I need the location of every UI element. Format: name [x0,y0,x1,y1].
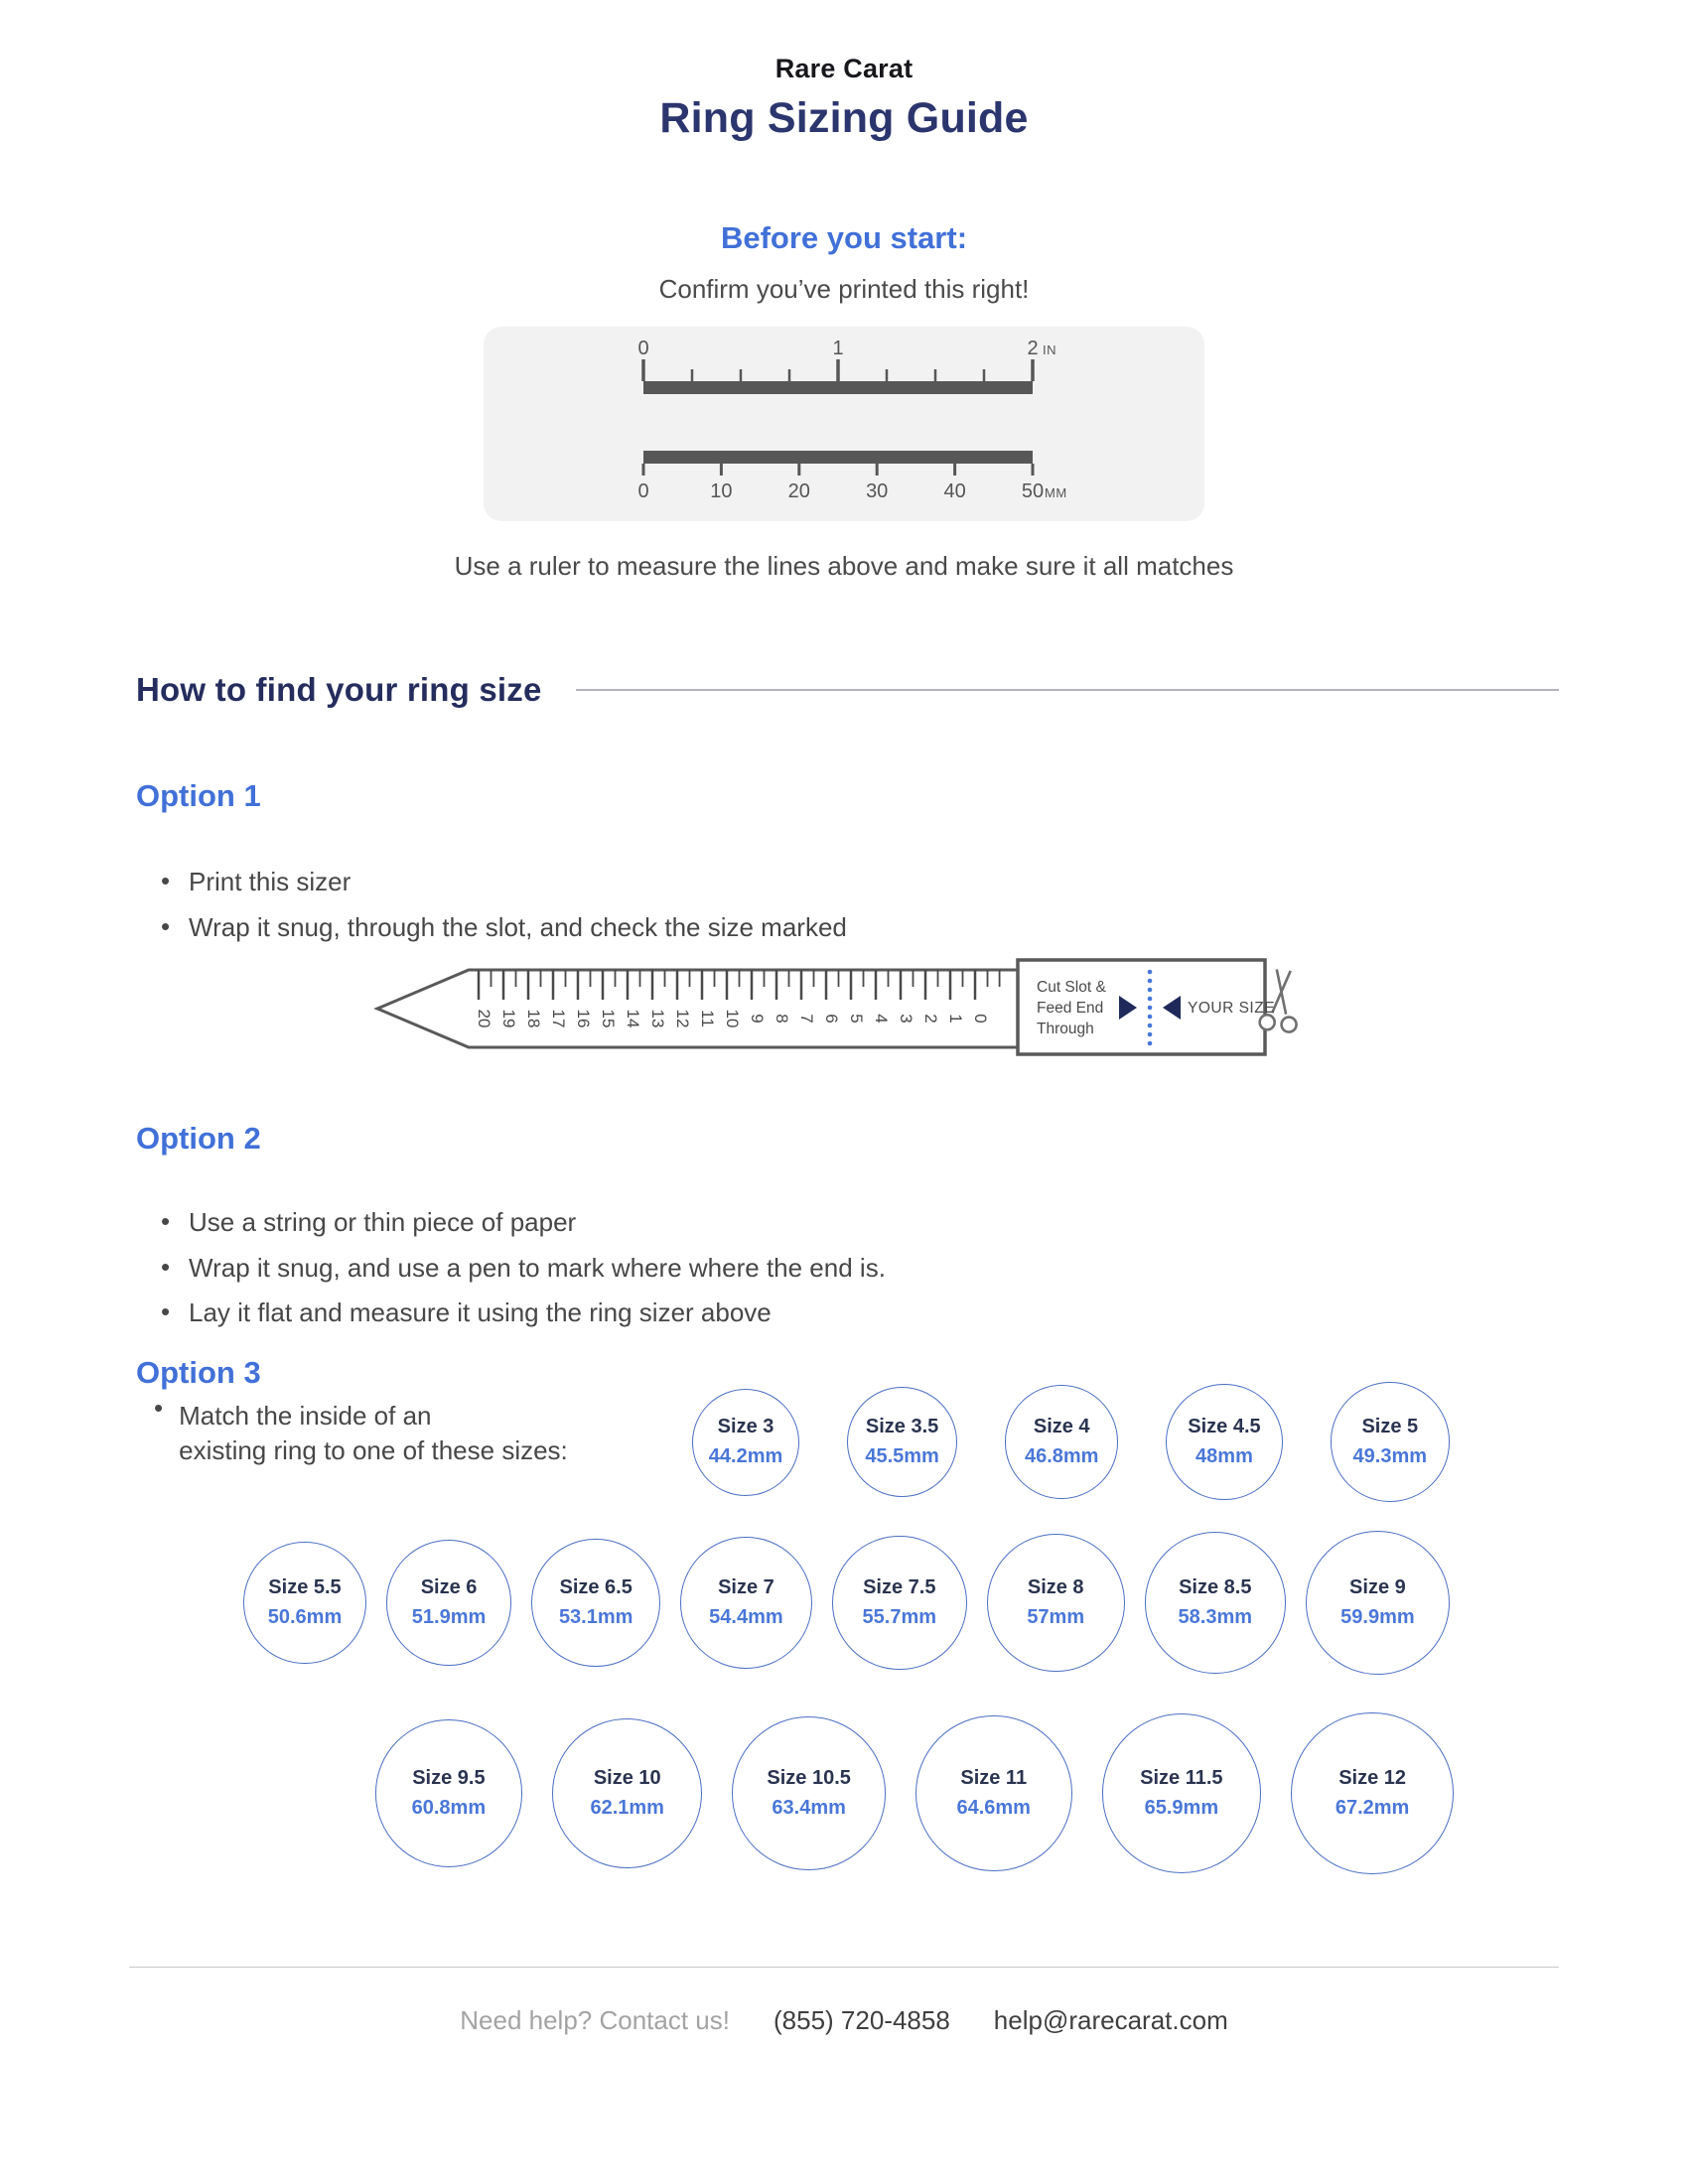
sizer-half-tick [491,970,492,987]
cut-line-dot [1148,1032,1153,1037]
contact-phone[interactable]: (855) 720-4858 [773,2004,950,2035]
sizer-long-tick [701,970,704,1000]
cut-line-dot [1148,1006,1153,1011]
page-footer [0,1967,1688,2036]
calibration-ruler-card [484,327,1204,521]
sizer-long-tick [775,970,778,1000]
sizer-long-tick [800,970,803,1000]
ring-size-label: Size 4 [1033,1416,1090,1437]
sizer-half-tick [739,970,741,987]
ring-size-label: Size 3.5 [865,1416,939,1437]
ring-size-circle [1306,1531,1450,1675]
ring-size-circle [1291,1712,1454,1875]
ring-size-diameter: 67.2mm [1335,1796,1410,1819]
option3-heading: Option 3 [136,1354,261,1390]
bullet-item: • Use a string or thin piece of paper [159,1206,1688,1239]
cut-line-dot [1148,1041,1153,1046]
sizer-long-tick [949,970,952,1000]
sizer-scale-number: 12 [673,1009,692,1028]
sizer-half-tick [565,970,567,987]
sizer-scale-number: 5 [847,1014,866,1024]
ring-size-circle [1331,1382,1450,1501]
sizer-scale-number: 18 [524,1009,543,1028]
ring-size-circle [732,1716,886,1870]
ring-size-circle [386,1540,512,1666]
sizer-half-tick [888,970,890,987]
option3-bullet-line2: existing ring to one of these sizes: [179,1435,568,1466]
bullet-dot: • [154,1392,164,1423]
sizer-half-tick [999,970,1001,987]
sizer-half-tick [962,970,964,987]
mm-tick-label: 30 [866,480,889,502]
inch-minor-tick [934,369,937,381]
sizer-long-tick [552,970,555,1000]
inch-major-tick [836,359,840,381]
ring-size-circle [1145,1532,1286,1673]
ring-size-label: Size 5.5 [268,1576,342,1598]
sizer-half-tick [540,970,542,987]
ring-size-label: Size 12 [1338,1766,1407,1789]
heading-rule [576,689,1559,691]
mm-tick-label: 40 [943,480,966,502]
ring-size-diameter: 46.8mm [1024,1445,1099,1467]
option1-bullet-list [159,866,1688,943]
sizer-scale-number: 2 [921,1014,940,1024]
inch-unit-label: IN [1043,342,1056,357]
sizer-scale-number: 10 [723,1009,742,1028]
bullet-item: • Print this sizer [159,866,1688,898]
ring-size-diameter: 55.7mm [862,1605,937,1628]
ring-size-diameter: 62.1mm [590,1796,664,1819]
ring-size-diameter: 50.6mm [267,1606,343,1628]
sizer-scale-number: 9 [748,1014,767,1024]
mm-tick [797,464,800,476]
ring-size-diameter: 63.4mm [772,1797,846,1819]
sizer-half-tick [764,970,766,987]
cut-line-dot [1148,1015,1153,1020]
ring-size-diameter: 58.3mm [1178,1606,1253,1628]
sizer-long-tick [627,970,630,1000]
ring-size-diameter: 59.9mm [1340,1606,1415,1628]
cut-slot-label-line: Cut Slot & [1037,979,1106,996]
ring-size-diameter: 44.2mm [708,1445,783,1467]
sizer-long-tick [924,970,927,1000]
ring-size-circle [1166,1384,1282,1500]
mm-tick [1032,464,1035,476]
footer-divider [129,1967,1559,1968]
ring-size-row-2 [136,1528,1559,1679]
ring-size-circle [531,1539,660,1668]
mm-tick [642,464,645,476]
sizer-long-tick [875,970,878,1000]
option3-body [136,1379,1559,1877]
help-text: Need help? Contact us! [460,2004,730,2035]
inch-tick-label: 1 [832,338,844,359]
cut-line-dot [1148,979,1153,984]
sizer-scale-number: 1 [946,1014,965,1024]
sizer-scale-number: 19 [499,1009,518,1028]
how-to-heading: How to find your ring size [136,671,542,708]
sizer-scale-number: 20 [475,1009,493,1028]
your-size-label: YOUR SIZE [1188,1000,1276,1017]
sizer-half-tick [937,970,939,987]
sizer-half-tick [863,970,865,987]
ring-size-diameter: 51.9mm [411,1606,487,1628]
mm-tick-label: 10 [710,480,733,502]
ring-size-circle [243,1542,366,1665]
sizer-half-tick [515,970,517,987]
sizer-half-tick [788,970,790,987]
ring-size-diameter: 45.5mm [865,1445,939,1467]
ring-size-circle [847,1387,957,1497]
sizer-scale-number: 6 [822,1014,841,1024]
sizer-long-tick [602,970,605,1000]
ring-sizer-graphic [369,956,1313,1061]
sizer-scale-number: 7 [797,1014,816,1024]
sizer-scale-number: 17 [549,1009,568,1028]
ring-size-label: Size 11 [960,1767,1028,1789]
ring-size-circle [552,1718,702,1868]
cut-line-dot [1148,1024,1153,1028]
option2-section [0,1121,1688,1329]
calibration-ruler-graphic [484,327,1204,521]
ring-size-label: Size 5 [1361,1415,1419,1437]
ring-size-circle [832,1536,967,1671]
ring-size-label: Size 3 [717,1416,774,1437]
ring-size-label: Size 6.5 [559,1576,633,1598]
cut-slot-label-line: Through [1037,1021,1094,1037]
sizer-half-tick [590,970,592,987]
cut-line-dot [1148,997,1153,1002]
sizer-long-tick [502,970,505,1000]
ring-size-circle [915,1715,1072,1872]
ring-size-label: Size 11.5 [1140,1767,1223,1789]
sizer-long-tick [577,970,580,1000]
sizer-scale-number: 14 [624,1009,642,1028]
mm-tick [953,464,956,476]
sizer-half-tick [664,970,666,987]
before-you-start-heading: Before you start: [720,220,968,255]
before-you-start-subheading: Confirm you’ve printed this right! [658,274,1030,304]
mm-tick [876,464,879,476]
inch-minor-tick [691,369,694,381]
sizer-half-tick [615,970,617,987]
sizer-half-tick [639,970,641,987]
inch-major-tick [1031,359,1035,381]
sizer-scale-number: 11 [698,1010,717,1027]
sizer-half-tick [714,970,716,987]
ring-size-label: Size 7 [718,1575,774,1598]
option3-bullet-text [179,1399,568,1470]
option2-bullet-list [159,1206,1688,1329]
ring-size-diameter: 57mm [1027,1606,1085,1628]
bullet-item: • Wrap it snug, through the slot, and check the size marked [159,911,1688,944]
mm-tick-label: 50 [1021,480,1045,502]
inch-minor-tick [788,369,791,381]
ring-size-diameter: 65.9mm [1144,1797,1219,1819]
sizer-long-tick [850,970,853,1000]
sizer-scale-number: 3 [897,1014,915,1024]
cut-slot-label-line: Feed End [1037,1000,1104,1017]
inch-major-tick [641,359,645,381]
bullet-item: • Lay it flat and measure it using the ring sizer above [159,1297,1688,1329]
sizer-long-tick [900,970,903,1000]
ring-size-diameter: 54.4mm [709,1605,783,1628]
sizer-long-tick [726,970,729,1000]
mm-unit-label: MM [1045,485,1067,500]
ring-size-row-3 [136,1710,1559,1877]
before-you-start-section [0,220,1688,582]
ring-size-circle [1102,1713,1262,1873]
contact-email[interactable]: help@rarecarat.com [993,2004,1228,2035]
ring-size-diameter: 60.8mm [411,1796,487,1819]
ring-size-circle [1005,1385,1118,1498]
ring-size-label: Size 8.5 [1179,1576,1252,1598]
sizer-scale-number: 0 [971,1014,990,1024]
option1-section [0,778,1688,1061]
ring-size-circle [680,1537,812,1669]
mm-tick [720,464,723,476]
sizer-long-tick [751,970,754,1000]
sizer-long-tick [527,970,530,1000]
mm-tick-label: 20 [787,480,810,502]
sizer-long-tick [676,970,679,1000]
cut-line-dot [1148,988,1153,993]
ruler-caption: Use a ruler to measure the lines above and make sure it all matches [454,551,1234,581]
sizer-scale-number: 16 [574,1009,593,1028]
sizer-half-tick [689,970,691,987]
inch-minor-tick [886,369,889,381]
page-header [0,0,1688,143]
ring-size-diameter: 53.1mm [558,1606,633,1628]
ring-size-label: Size 10 [593,1766,661,1789]
mm-tick-label: 0 [637,480,649,502]
bullet-item: • Wrap it snug, and use a pen to mark where where the end is. [159,1252,1688,1285]
ring-size-circle [375,1719,522,1866]
sizer-half-tick [813,970,815,987]
ring-size-label: Size 7.5 [863,1575,936,1598]
sizer-long-tick [974,970,977,1000]
brand-name: Rare Carat [774,54,914,83]
ring-sizer-svg [369,956,1313,1061]
cut-line-dot [1148,970,1153,975]
sizer-scale-number: 15 [599,1009,618,1028]
inch-tick-label: 2 [1027,338,1039,359]
sizer-long-tick [825,970,828,1000]
option3-bullet-line1: Match the inside of an [179,1400,432,1431]
sizer-scale-number: 4 [872,1014,891,1024]
sizer-long-tick [651,970,654,1000]
ring-size-circle [692,1389,799,1496]
ring-size-label: Size 4.5 [1188,1415,1261,1437]
page-title: Ring Sizing Guide [659,94,1029,142]
ring-size-label: Size 10.5 [767,1767,851,1789]
sizer-long-tick [478,970,481,1000]
sizer-scale-number: 8 [773,1014,791,1024]
footer-contact-row [0,2005,1688,2036]
inch-minor-tick [983,369,986,381]
option2-heading: Option 2 [136,1121,261,1156]
option3-section [0,1355,1688,1877]
ring-size-label: Size 8 [1027,1576,1084,1598]
sizer-scale-number: 13 [648,1009,667,1028]
ring-size-label: Size 6 [420,1576,478,1598]
sizer-half-tick [838,970,840,987]
ring-size-diameter: 49.3mm [1352,1444,1428,1467]
inch-minor-tick [740,369,743,381]
ring-size-diameter: 48mm [1196,1444,1253,1467]
option3-bullet [154,1392,568,1470]
ring-size-diameter: 64.6mm [956,1797,1031,1819]
ring-size-circle [987,1534,1125,1672]
how-to-section [136,671,1559,709]
option1-heading: Option 1 [136,778,261,813]
sizer-half-tick [913,970,914,987]
inch-tick-label: 0 [637,338,649,359]
ring-size-label: Size 9.5 [412,1766,486,1789]
ring-size-label: Size 9 [1349,1576,1406,1598]
sizer-half-tick [987,970,989,987]
